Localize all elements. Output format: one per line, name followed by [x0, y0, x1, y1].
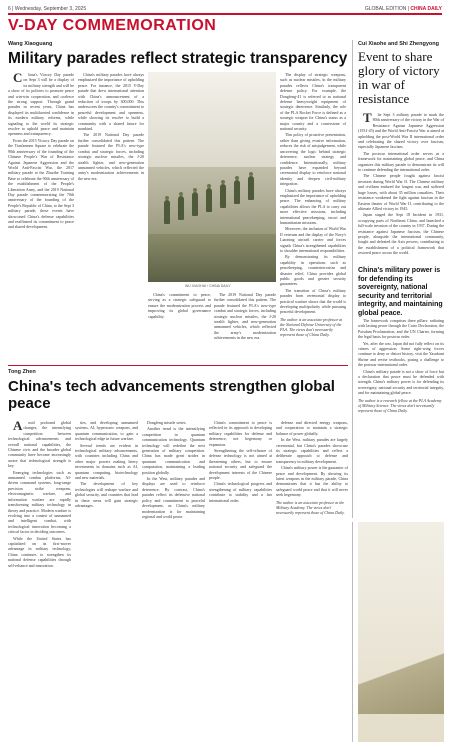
side-illustration	[358, 522, 444, 742]
article1-para: By demonstrating its military capability in operations such as peacekeeping, counterterrorism and disaster relief, China provides global public goods and greater security guarantees.	[280, 254, 346, 287]
article1-para: This policy of proactive presentation, rather than giving evasive information, reduces the risk of misjudgement, while uncovering the logic behind strategic deterrence, nuclear strategy and confidence. Internationally, military parades have expanded beyond ceremonial display to reinforce national identity and deepen civil-military integration.	[280, 132, 346, 187]
article2-headline: Event to share glory of victory in war of resistance	[358, 49, 440, 106]
article3-para: Dongfeng missile series.	[147, 420, 187, 425]
article3-para: In the West, military parades are largely ceremonial, but China's parades showcase its strategic capabilities and reflect a deliberate approach to defense and transparency in military development.	[276, 437, 348, 464]
article2-column-b	[358, 318, 444, 518]
article3-headline: China's tech advancements strengthen global peace	[8, 378, 335, 412]
article3-para: In the West, military parades and displays are used to reinforce deterrence. By contrast, China's parades reflect its defensive national policy and commitment to peaceful development, as China's military modernization is for maintaining regional and world peace.	[142, 476, 205, 519]
soldier-figure	[248, 176, 254, 200]
article1-para: China's commitment to peace, serving as a strategic safeguard to ensure the modernization process and improving its global governance capability.	[148, 292, 211, 319]
article1-para: The transition of China's military parades from ceremonial display to practical warfare shows that the world is developing multipolarity while pursuing peaceful development.	[280, 287, 346, 315]
article1-para: The 2019 National Day parade further consolidated this pattern. The parade featured the PLA's new-type combat and strategic forces, including strategic nuclear missiles, the J-20 stealth fighter, and new-generation unmanned vehicles, which reflected the army's modernization achievements in the new era.	[214, 292, 276, 341]
article3-para: ties, and developing unmanned systems, AI, hypersonic weapons, and quantum communication, to gain a technological edge in future warfare.	[75, 420, 138, 442]
article2-para: The postwar international order serves as a framework for maintaining global peace, and China organizes this military parade to demonstrate its will to continue defending the international order.	[358, 150, 444, 173]
ground-shadow	[148, 234, 276, 282]
banner-title: V-DAY COMMEMORATION	[8, 17, 217, 34]
soldier-figure	[220, 184, 226, 208]
article2-column	[358, 112, 444, 262]
article2-para: The framework comprises three pillars: radiating with lasting peace through the Cairo Declaration, the Potsdam Proclamation, and the UN Charter, forming the legal basis for postwar order.	[358, 318, 444, 340]
article3-column-5	[276, 420, 348, 742]
article1-para: China's Victory Day parade on Sept 3 will be a display of its military strength and will be a show of its policies to promote peace and win-win cooperation, and coalesce the strong support. Through grand parades in recent years, China has displayed its multifaceted confidence in its modern military reforms, while signaling to the world its strategic resolve to uphold peace and maintain openness and transparency.	[8, 72, 74, 137]
soldier-figure	[206, 188, 212, 212]
section-banner	[8, 13, 442, 35]
article2-pull-quote: China's military power is for defending its sovereignty, national security and territorial integrity, and maintaining global peace.	[358, 267, 443, 317]
article3-para: Emerging technologies such as unmanned combat platforms, AI-driven command systems, long-range precision strike weapons, electromagnetic warfare, and information warfare are rapidly transforming military technology in theory and practice. Modern warfare is evolving into a contest of unmanned and intelligent combat, with technological innovation becoming a critical factor in deciding outcomes.	[8, 469, 71, 535]
article2-para: The Chinese people fought against fascist invasion during World War II. The Chinese military and civilians endured the longest war, and suffered huge losses, with about 35 million casualties. Their resistance weakened the fight against fascism in the Eastern theater of World War II, contributing to the ultimate Allied victory in 1945.	[358, 173, 444, 211]
article1-para: The 2019 National Day parade further consolidated this pattern. The parade featured the PLA's new-type combat and strategic forces, including strategic nuclear missiles, the J-20 stealth fighter, and new-generation unmanned vehicles, which reflected the army's modernization achievements in the new era.	[78, 132, 144, 181]
article3-column-2	[75, 420, 138, 742]
article1-headline: Military parades reflect strategic transparency	[8, 50, 348, 67]
soldier-figure	[164, 200, 170, 224]
article2-para: Japan staged the Sept 18 Incident in 1931, occupying parts of Northeast China, and launched a full-scale invasion of the country in 1937. During the resistance against Japanese fascism, the Chinese people, alongside the international community, fought and defeated the Axis powers, contributing to the establishment of a political framework that restored peace across the world.	[358, 212, 444, 256]
article1-column-3b	[214, 292, 276, 360]
article1-column-2b	[148, 292, 211, 360]
article2-byline: Cui Xiaohe and Shi Zhengyong	[358, 41, 439, 47]
article1-column-4	[280, 72, 346, 360]
parade-illustration	[148, 72, 276, 282]
article2-para: Yet, after the war, Japan did not fully reflect on its crimes of aggression. Some right-wing forces continue to deny or distort history, visit the Yasukuni Shrine and revise textbooks, posing a challenge to the postwar international order.	[358, 340, 444, 368]
soldier-figure	[192, 192, 198, 216]
article3-byline: Tong Zhen	[8, 369, 36, 375]
illustration-credit: WU XIAOHUI / CHINA DAILY	[185, 284, 231, 288]
article3-para: Several trends are evident in technological military advancements, with countries including China and other major powers making heavy investments in domains such as AI, quantum computing, biotechnology and new materials.	[75, 442, 138, 481]
article3-para: Another trend is the intensifying competition in quantum communication technology. Quantum technology will redefine the next generation of military competition. China has made great strides in quantum communication and computation, maintaining a leading position globally.	[142, 426, 205, 475]
paper-name: CHINA DAILY	[410, 6, 442, 12]
article3-para: Strengthening the self-reliance of defense technology is not aimed at threatening others, but to ensure national security and safeguard the development interests of the Chinese people.	[209, 448, 272, 481]
article2-para: China's military parade is not a show of force but a declaration that peace must be defended with strength. China's military power is for defending its sovereignty, national security and territorial integrity, and for maintaining global peace.	[358, 368, 444, 396]
article3-para: defense and directed energy weapons, and cooperation to maintain a strategic balance of power globally.	[276, 420, 348, 436]
section-divider	[8, 365, 348, 366]
soldier-figure	[178, 196, 184, 220]
article3-para: While the United States has capitalized on its first-mover advantage in military technology, China continues to strengthen its national defense capabilities through self-reliance and innovation.	[8, 535, 71, 568]
article3-para: China's technological progress and strengthening of military capabilities contribute to stability and a fair international order.	[209, 481, 272, 503]
article3-column-4	[209, 420, 272, 742]
section-name: GLOBAL EDITION	[364, 6, 407, 12]
edition-label: GLOBAL EDITION | CHINA DAILY	[364, 6, 442, 12]
column-divider	[352, 40, 353, 518]
article3-para: Amid profound global changes, the intensifying competition between technological advancements and overall national capabilities, the Chinese civic and the broader global community have become increasingly aware that technological strength is key.	[8, 420, 71, 469]
article2-author-note: The author is a research fellow at the PLA Academy of Military Science. The views don't necessarily represent those of China Daily.	[358, 397, 442, 414]
soldier-figure	[234, 180, 240, 204]
article1-para: China's military parades have always emphasized the importance of upholding peace. For instance, the 2015 V-Day parade that drew international attention with China's announcement of a reduction of troops by 300,000. This underscores the country's commitment to peaceful development and openness, while showing its resolve to build a community with a shared future for mankind.	[78, 72, 144, 132]
article3-column-3	[142, 420, 205, 742]
article3-para: The development of key technologies will reshape warfare and global security, and countries that lead in these areas will gain strategic advantages.	[75, 481, 138, 509]
illustration-sky	[148, 72, 276, 167]
article1-para: Moreover, the inclusion of World War II veterans and the display of the Navy's Liaoning aircraft carrier and forces signals China's strengthened capabilities to shoulder international responsibilities.	[280, 226, 346, 253]
article1-column-1	[8, 72, 74, 360]
article1-column-2	[78, 72, 144, 360]
article1-para: The display of strategic weapons, such as nuclear missiles, in the military parades reflects China's transparent defense policy. For example, the Dongfeng-41 is referred to as national defense heavyweight equipment of strategic deterrence. Similarly, the role of the PLA Rocket Force is defined as a strategic weapon for China's status as a major country and a cornerstone of national security.	[280, 72, 346, 132]
article2-para: The Sept 3 military parade to mark the 80th anniversary of the victory in the War of Resistance Against Japanese Aggression (1931-45) and the World Anti-Fascist War is aimed at upholding the post-World War II international order and celebrating the shared victory over fascism, especially Japanese fascism.	[358, 112, 444, 150]
article1-byline: Wang Xiaoguang	[8, 41, 53, 47]
article3-author-note: The author is an associate professor at the Military Academy. The views don't necessarily represent those of China Daily.	[276, 499, 345, 516]
article1-para: China's military parades have always emphasized the importance of upholding peace. The enhancing of military capabilities allows the PLA to carry out more effective missions, including international peacekeeping, escort and humanitarian missions.	[280, 187, 346, 225]
page-date: 6 | Wednesday, September 3, 2025	[8, 6, 87, 12]
article3-column-1	[8, 420, 71, 742]
article1-author-note: The author is an associate professor at the National Defense University of the PLA. The views don't necessarily represent those of China Daily.	[280, 316, 343, 338]
article3-para: China's military power is the guarantor of peace and development. By showing its latest weapons in the military parade, China demonstrates that it has the ability to safeguard world peace and that it will never seek hegemony.	[276, 465, 348, 498]
article1-para: From the 2015 Victory Day parade on the Tian'anmen Square to celebrate the 90th anniversary of the founding of the Chinese People's War of Resistance Against Japanese Aggression and the World Anti-Fascist War, the 2017 military parade at the Zhurihe Training Base to celebrate the 90th anniversary of the establishment of the People's Liberation Army, and the 2019 National Day parade commemorating the 70th anniversary of the founding of the People's Republic of China, to the Sept 3 military parade, these events have showcased China's defense capabilities and reaffirmed its commitment to peace and shared development.	[8, 137, 74, 230]
article3-para: China's commitment to peace is reflected in its approach to developing military capabilities for defense and deterrence, not hegemony or expansion.	[209, 420, 272, 447]
illustration-mountains	[358, 634, 444, 714]
column-divider	[352, 522, 353, 742]
